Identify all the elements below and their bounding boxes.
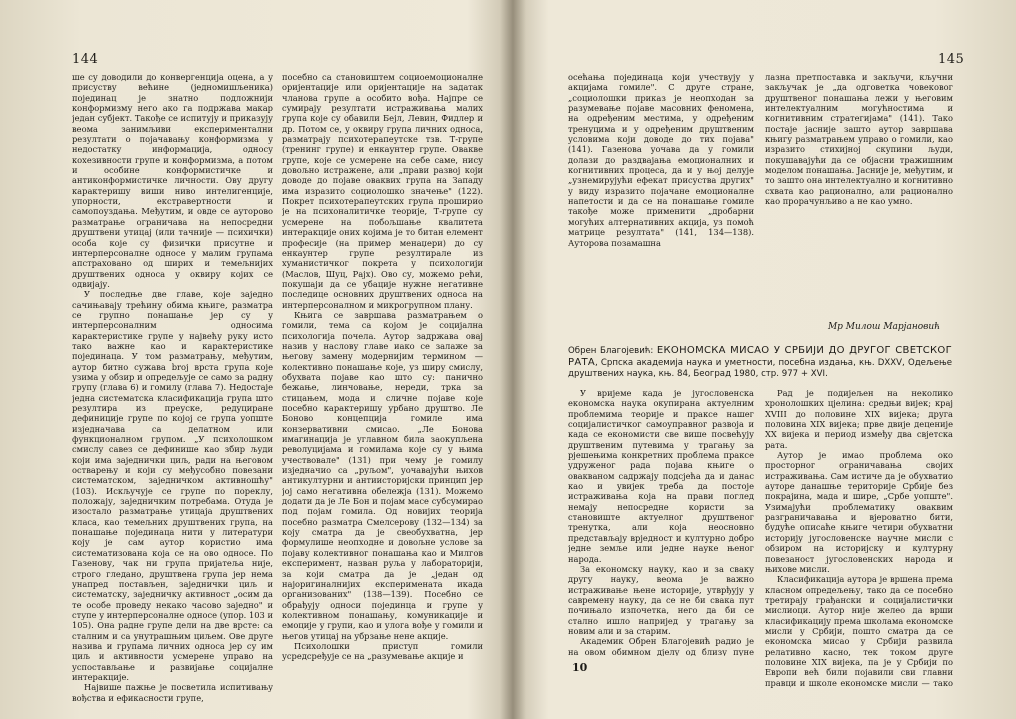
paragraph: Књига се завршава разматрањем о гомили, тема са којом је социјална психологија почела. Аутор задржава овај назив у наслову главе иако се залаже за његову замену модернијим термином — колективно понашање које, уз ширу смислу, обухвата појаве као што су: панично бежање, линчовање, нереди, трка за стицањем, мода и сличне појаве које посебно карактеришу урбано друштво. Ле Боново концепција гомиле има конзервативни смисао. „Ле Бонова имагинација је углавном била заокупљена револуцијама и гомилама које су у њима учествовале" (131) при чему је гомилу изједначио са „руљом", уочавајући њихов антикултурни и антиисторијски принцип јер јој само негативна обележја (131). Можемо додати да је Ле Бон и појам масе субсумирао под појам гомила. Од новијих теорија посебно разматра Смелсерову (132—134) за коју сматра да је свеобухватна, јер формулише неопходне и довољне услове за појаву колективног понашања као и Милгов експеримент, назван руља у лабораторији, за који сматра да је „један од најоригиналнијих експеримената икада организованих" (138—139). Посебно се обрађују односи појединца и групе у колективном понашању, комуникације и емоције у групи, као и улога вође у гомили и његов утицај на убрзање нене акције. bbox=[282, 309, 483, 641]
right-page-number: 145 bbox=[938, 52, 965, 67]
left-page-column-2 bbox=[282, 72, 483, 712]
paragraph: Аутор је имао проблема око просторног ограничавања својих истраживања. Сам истиче да је обухватио ауторе данашње територије Србије без покрајина, мада и шире, „Србе уопште". Узимајући проблематику оваквим разграничавања и вјероватно бити, будуће описаће књиге четири обухватни историју југословенске научне мисли с обзиром на историјску и културну повезаност југословенских народа и њихове мисли. bbox=[765, 450, 953, 574]
paragraph: лазна претпоставка и закључи, кључни закључак је „да одговетка човековог друштвеног понашања лежи у његовим интелектуалним могућностима и когнитивним стратегијама" (141). Тако постаје јасније зашто аутор завршава књигу разматрањем управо о гомили, као изразито стихијној скупини људи, покушавајући да се објасни тражишним моделом понашања. Јасније је, међутим, и то зашто она интелектуално и когнитивно схвата као рационално, али рационално као прорачунљиво а не као умно. bbox=[765, 72, 953, 207]
paragraph: ше су доводили до конвергенција оцена, а у присуству већине (једномишљеника) појединац је знатно подложнији конформизму него ако га подржава макар један субјект. Такође се испитују и приказују веома занимљиви експериментални резултати о појачавању конформизма у недостатку информација, односу кохезивности групе и конформизма, а потом и особине конформистичке и антиконформистичке личности. Ову другу карактеришу виши ниво интелигенције, упорности, екстравертности и самопоуздања. Међутим, и овде се ауторово разматрање ограничава на непосредни друштвени утицај (или тачније — психички) особа које су физички присутне и интерперсоналне односе у малим групама апстраховано од ширих и темељнијих друштвених односа у оквиру којих се одвијају. bbox=[72, 72, 273, 289]
review-publication-info: , Српска академија наука и уметности, посебна издања, књ. DXXV, Одељење друштвених наука, књ. 84, Београд 1980, стр. 977 + XVI. bbox=[568, 358, 952, 379]
paragraph: У последње две главе, које заједно сачињавају трећину обима књиге, разматра се групно понашање јер су у интерперсоналним односима карактеристике групе у највећу руку исто тако важне као и карактеристике појединаца. У том разматрању, међутим, аутор битно сужава broj врста група које узима у обзир и опредељује се само за радну групу (глава 6) и гомилу (глава 7). Недостаје једна систематска класификација група што резултира из преуске, редуциране дефиниције групе по којој се група уопште изједначава са делатном или функционалном групом. „У психолошком смислу савез се дефинише као збир људи који има заједнички циљ, ради на његовом остварењу и који су међусобно повезани систематском, заједничком активношћу" (103). Искључује се групе по пореклу, положају, заједничким потребама. Отуда је изостало разматрање утицаја друштвених класа, као темељних друштвених група, на понашање појединаца нити у литератури коју је сам аутор користио има систематизована која се на ово односе. По Газенову, чак ни група пријатеља није, строго гледано, друштвена група јер нема унапред постављен, заједнички циљ и систематску, заједничку активност „осим да те особе проведу некако часово заједно" и ступе у интерперсоналне односе (упор. 103 и 105). Она радне групе дели на две врсте: са сталним и са унутрашњим циљем. Ове друге назива и групама личних односа јер су им циљ и активности усмерене управо на успостављање и развијање социјалне интеракције. bbox=[72, 289, 273, 682]
review-book-title: ЕКОНОМСКА МИСАО У СРБИЈИ ДО ДРУГОГ СВЕТСКОГ РАТА bbox=[568, 345, 952, 368]
paragraph: Психолошки приступ гомили усредсређује се на „разумевање акције и bbox=[282, 640, 483, 662]
right-page-top-column-2 bbox=[765, 72, 953, 252]
paragraph: За економску науку, као и за сваку другу науку, веома је важно истраживање њене историје, утврђују у савремену науку, да се не би свака пут почињало изпочетка, него да би се стално ишло напријед у трагању за новим али и за старим. bbox=[568, 563, 754, 636]
book-gutter bbox=[500, 0, 526, 719]
paragraph: Највише пажње је посветила испитивању вођства и ефикасности групе, bbox=[72, 682, 273, 703]
paragraph: У вријеме када је југословенска економска наука окупирана актуелним проблемима теорије и праксе нашег социјалистичког самоуправног развоја и када се економисти све више посвећују друштвеним путевима у трагању за рјешењима конкретних проблема праксе удруженог рада појава књиге о овакваном садржају подсјећа да и данас као и увијек треба да постоје истраживања која на прави поглед немају непосредне користи за становиште актуелног друштвеног тренутка, али која неосновно представљају врједност и културно добро једне земље или једне науке њеног народа. bbox=[568, 388, 754, 564]
review-header bbox=[568, 345, 952, 380]
review-author: Обрен Благојевић: bbox=[568, 346, 657, 356]
paragraph: посебно са становиштем социоемоционалне оријентације или оријентације на задатак чланова групе а особито вођа. Најпре се сумирају резултати истраживања малих група које су обавили Бејл, Левин, Фидлер и др. Потом се, у оквиру група личних односа, разматрају психотерапеутске тзв. Т-групе (тренинг групе) и енкаунтер групе. Овакве групе, које се усмерене на себе саме, нису довољно истражене, али „прави развој који доводе до појаве оваквих група на Западу има изразито социолошко значење" (122). Покрет психотерапеутских група проширио је на психоналитичке теорије, Т-групе су усмерене на побољшање квалитета интеракције оних којима је то битан елемент професије (на пример менаџери) до су енкаунтер групе резултирале из хуманистичког покрета у психологији (Маслов, Шуц, Рајх). Ово су, можемо рећи, покушаји да се убације нужне негативне последице основних друштвених односа на интерперсоналном и микрогрупном плану. bbox=[282, 72, 483, 310]
right-page-bottom-column-1 bbox=[568, 388, 754, 656]
signature-mark-number: 10 bbox=[572, 661, 588, 674]
paragraph: Рад је подијељен на неколико хронолошких цјелина: средњи вијек; крај XVIII до половине XIX вијека; друга половина XIX вијека; прве двије деценије XX вијека и период између два свјетска рата. bbox=[765, 388, 953, 450]
right-page-bottom-column-2 bbox=[765, 388, 953, 688]
paragraph: осећања појединаца који учествују у акцијама гомиле". С друге стране, „социолошки приказ је неопходан за разумевање појаве масовних феномена, на одређеним местима, у одређеним тренуцима и у одређеним друштвеним условима који доводе до тих појава" (141). Газенова уочава да у гомили долази до раздвајања емоционалних и когнитивних процеса, да и у њој делује „узнемирујући ефекат присуства других" у виду изразито појачане емоционалне напетости и да се на понашање гомиле такође може применити „дробарни могућих алтернативних акција, уз помоћ матрице резултата" (141, 134—138). Ауторова позамашна bbox=[568, 72, 754, 248]
reviewer-signature: Мр Милош Марјановић bbox=[827, 322, 940, 332]
left-page-column-1 bbox=[72, 72, 273, 712]
paragraph: Академик Обрен Благојевић радио је на овом обимном дјелу од близу пуне bbox=[568, 636, 754, 656]
left-page-number: 144 bbox=[72, 52, 99, 67]
paragraph: Класификација аутора је вршена према класном опредељењу, тако да се посебно третирају грађански и социјалистички мислиоци. Аутор није желео да врши класификацију према школама економске мисли у Србији, пошто сматра да се економска мисао у Србији развила релативно касно, тек током друге половине XIX вијека, па је у Србији по Европи већ били појавили сви главни правци и школе економске мисли — тако bbox=[765, 574, 953, 688]
right-page-top-column-1 bbox=[568, 72, 754, 312]
